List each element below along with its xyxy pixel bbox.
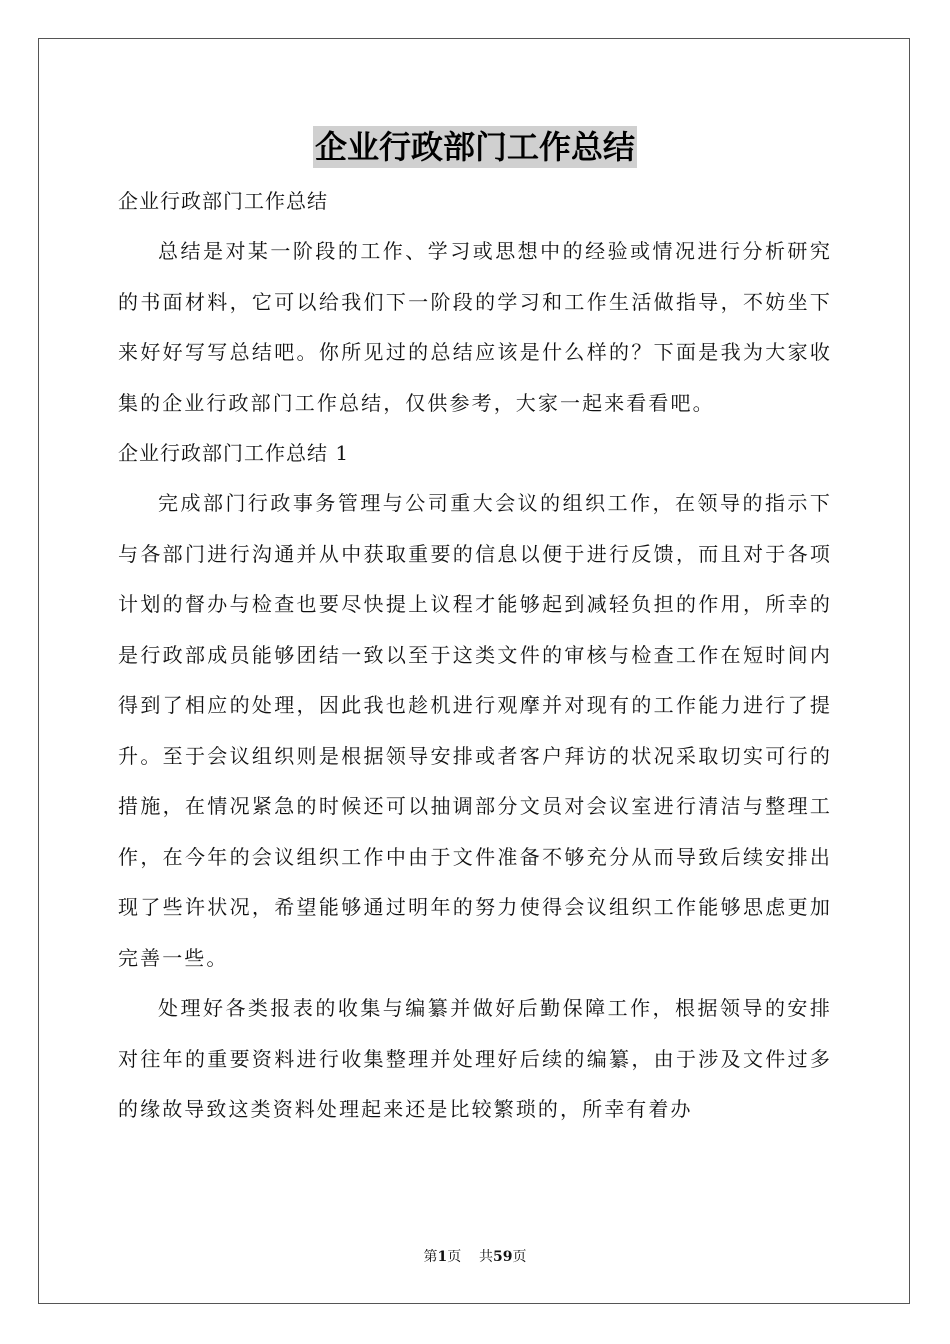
document-subtitle: 企业行政部门工作总结 <box>118 189 328 213</box>
section-paragraph-1: 完成部门行政事务管理与公司重大会议的组织工作，在领导的指示下与各部门进行沟通并从中获取重要的信息以便于进行反馈，而且对于各项计划的督办与检查也要尽快提上议程才能够起到减轻负担的作用，所幸的是行政部成员能够团结一致以至于这类文件的审核与检查工作在短时间内得到了相应的处理，因此我也趁机进行观摩并对现有的工作能力进行了提升。至于会议组织则是根据领导安排或者客户拜访的状况采取切实可行的措施，在情况紧急的时候还可以抽调部分文员对会议室进行清洁与整理工作，在今年的会议组织工作中由于文件准备不够充分从而导致后续安排出现了些许状况，希望能够通过明年的努力使得会议组织工作能够思虑更加完善一些。 <box>118 491 832 970</box>
section-heading: 企业行政部门工作总结 1 <box>118 441 350 465</box>
total-pages: 59 <box>493 1249 513 1265</box>
page-prefix: 第 <box>423 1249 438 1265</box>
document-title: 企业行政部门工作总结 <box>314 128 635 166</box>
total-prefix: 共 <box>479 1249 494 1265</box>
page-number: 1 <box>437 1249 448 1265</box>
page-suffix: 页 <box>447 1249 462 1265</box>
page-footer <box>0 1246 950 1266</box>
intro-paragraph: 总结是对某一阶段的工作、学习或思想中的经验或情况进行分析研究的书面材料，它可以给我们下一阶段的学习和工作生活做指导，不妨坐下来好好写写总结吧。你所见过的总结应该是什么样的？下面是我为大家收集的企业行政部门工作总结，仅供参考，大家一起来看看吧。 <box>118 239 832 415</box>
section-paragraph-2: 处理好各类报表的收集与编纂并做好后勤保障工作，根据领导的安排对往年的重要资料进行收集整理并处理好后续的编纂，由于涉及文件过多的缘故导致这类资料处理起来还是比较繁琐的，所幸有着办 <box>118 996 832 1121</box>
total-suffix: 页 <box>512 1249 527 1265</box>
title-wrap <box>0 126 950 168</box>
document-body <box>118 176 832 1135</box>
